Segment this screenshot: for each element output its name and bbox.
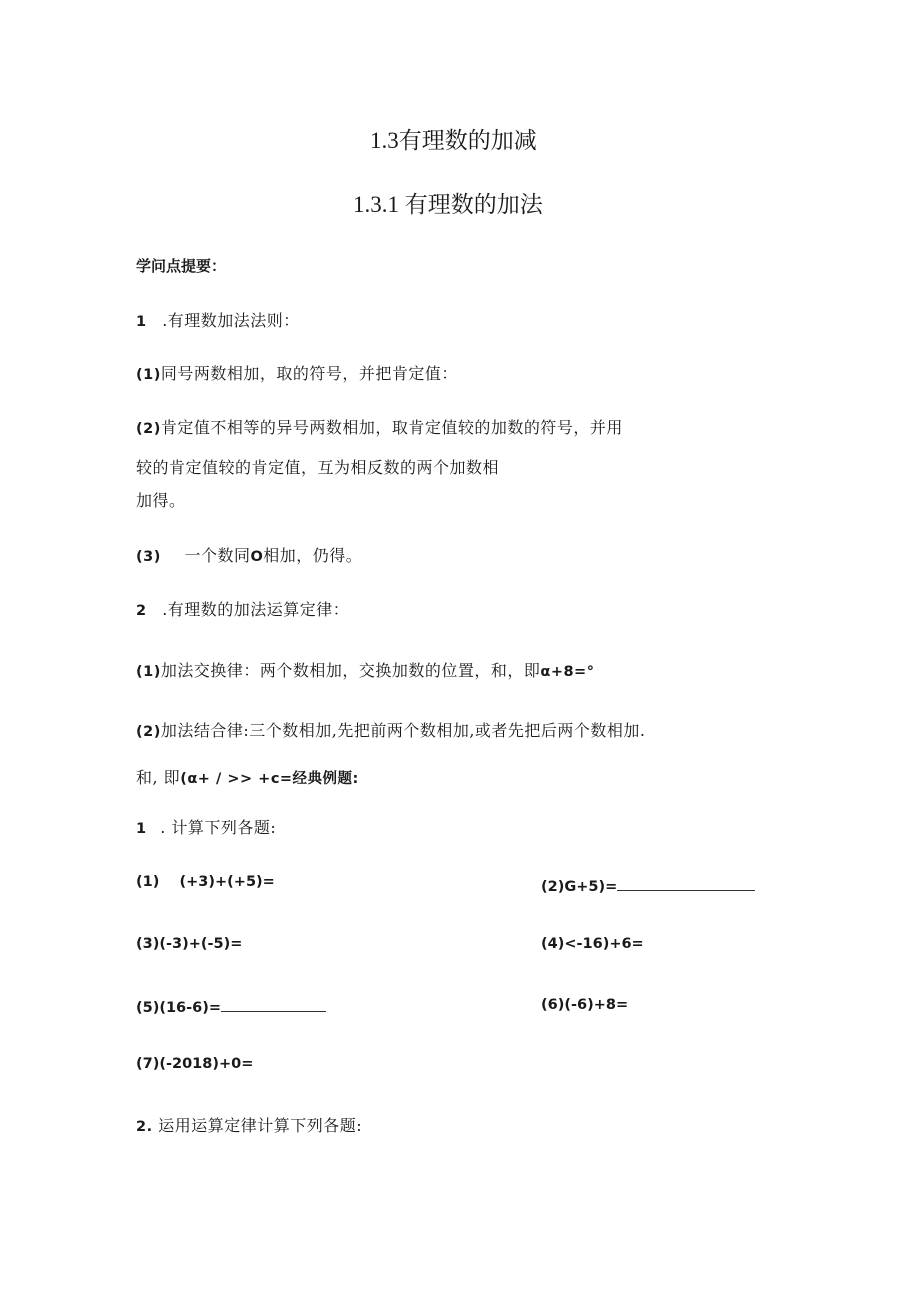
- rule-item-2-text-line1: 肯定值不相等的异号两数相加，取肯定值较的加数的符号，并用: [160, 418, 623, 437]
- rule-item-2: [136, 415, 623, 438]
- rule-item-1: [136, 361, 458, 384]
- law-item-2-line2: [136, 765, 359, 788]
- rule-item-2-text-line3: 加得。: [136, 491, 186, 510]
- problem-6: (6)(-6)+8=: [541, 997, 629, 1013]
- example-2-title: 运用运算定律计算下列各题:: [152, 1116, 363, 1135]
- knowledge-heading: 学问点提要：: [136, 257, 227, 275]
- rule-item-3-number: (3): [136, 549, 161, 565]
- problem-4: (4)<-16)+6=: [541, 936, 644, 952]
- problem-2: [541, 876, 755, 895]
- rule-item-2-text-line2: 较的肯定值较的肯定值，互为相反数的两个加数相: [136, 458, 500, 477]
- rule-item-3-zero: O: [250, 549, 264, 565]
- rule-item-1-number: (1): [136, 367, 161, 383]
- law-item-1-text: 加法交换律：两个数相加，交换加数的位置，和，即: [160, 661, 541, 680]
- problem-5-answer-blank: [221, 997, 326, 1012]
- law-item-1-number: (1): [136, 664, 161, 680]
- rule-number: 1: [136, 314, 147, 330]
- problem-5: [136, 997, 326, 1016]
- example-2-number: 2.: [136, 1119, 153, 1135]
- law-heading: [136, 597, 349, 620]
- rule-item-1-text: 同号两数相加，取的符号，并把肯定值：: [160, 364, 458, 383]
- law-item-1-formula: α+8=°: [540, 664, 595, 680]
- rule-item-3-pre: 一个数同: [184, 546, 251, 565]
- law-item-1: [136, 658, 594, 681]
- rule-item-2-number: (2): [136, 421, 161, 437]
- rule-item-3-post: 相加，仍得。: [263, 546, 363, 565]
- example-1-heading: [136, 815, 276, 838]
- law-item-2: [136, 718, 646, 741]
- problem-2-text: (2)G+5)=: [541, 879, 618, 895]
- law-item-2-line2-text: 和, 即: [136, 768, 181, 787]
- problem-2-answer-blank: [617, 876, 755, 891]
- problem-5-text: (5)(16-6)=: [136, 1000, 222, 1016]
- rule-heading: [136, 308, 300, 331]
- law-title: .有理数的加法运算定律：: [162, 600, 350, 619]
- example-1-number: 1: [136, 821, 147, 837]
- law-item-2-text: 加法结合律:三个数相加,先把前两个数相加,或者先把后两个数相加.: [160, 721, 646, 740]
- law-number: 2: [136, 603, 147, 619]
- rule-title: .有理数加法法则：: [162, 311, 300, 330]
- section-title: 1.3.1 有理数的加法: [353, 192, 543, 217]
- example-1-title: . 计算下列各题:: [160, 818, 277, 837]
- example-2-heading: [136, 1113, 362, 1136]
- problem-7: (7)(-2018)+0=: [136, 1056, 254, 1072]
- page-title: 1.3有理数的加减: [370, 128, 537, 153]
- law-item-2-formula: (α+ / >> +c=经典例题:: [180, 771, 359, 787]
- law-item-2-number: (2): [136, 724, 161, 740]
- problem-1: (1) (+3)+(+5)=: [136, 874, 275, 890]
- rule-item-3: [136, 543, 362, 566]
- problem-3: (3)(-3)+(-5)=: [136, 936, 243, 952]
